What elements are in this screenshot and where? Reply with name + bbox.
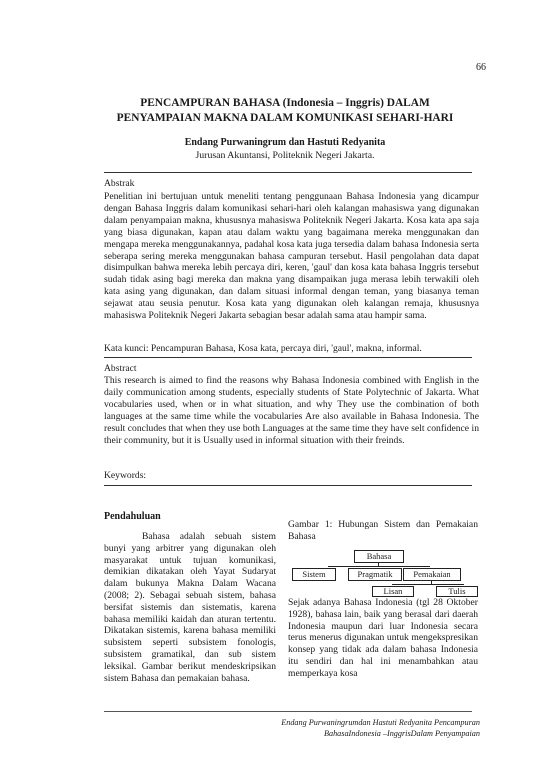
abstrak-text: Penelitian ini bertujuan untuk meneliti tentang penggunaan Bahasa Indonesia yang dicampur dengan Bahasa Inggris dalam komunikasi sehari-hari oleh kalangan mahasiswa yang digunakan dalam penyampaian makna, khususnya mahasiswa Politeknik Negeri Jakarta. Kosa kata apa saja yang biasa digunakan, kapan atau dalam waktu yang bagaimana mereka menggunakan dan mengapa mereka menggunakannya, padahal kosa kata juga tersedia dalam bahasa Indonesia serta seberapa sering mereka menggunakan bahasa campuran tersebut. Hasil pengolahan data dapat disimpulkan bahwa mereka lebih percaya diri, keren, 'gaul' dan kosa kata bahasa Inggris tersebut sudah tidak asing bagi mereka dan makna yang disampaikan juga merasa lebih terwakili oleh kata asing yang digunakan, dan dalam situasi informal dengan teman, yang biasanya teman sejawat atau seusia penutur. Kosa kata yang digunakan oleh kalangan remaja, khususnya mahasiswa Politeknik Negeri Jakarta sebagian besar adalah sama atau hampir sama.	[104, 191, 479, 322]
language-system-diagram	[288, 546, 478, 596]
divider	[104, 485, 472, 486]
diagram-connector	[328, 566, 430, 567]
divider	[104, 357, 472, 358]
figure-caption: Gambar 1: Hubungan Sistem dan Pemakaian Bahasa	[288, 519, 478, 542]
footer-line-2: BahasaIndonesia –InggrisDalam Penyampaian	[323, 729, 480, 738]
footer-line-1: Endang Purwaningrumdan Hastuti Redyanita Pencampuran	[281, 718, 480, 727]
page-number: 66	[476, 62, 486, 73]
diagram-node-tulis: Tulis	[436, 586, 478, 597]
diagram-connector	[392, 584, 464, 585]
kata-kunci: Kata kunci: Pencampuran Bahasa, Kosa kata, percaya diri, 'gaul', makna, informal.	[104, 343, 422, 354]
abstrak-label: Abstrak	[104, 178, 135, 189]
abstract-label: Abstract	[104, 363, 137, 374]
paragraph: Bahasa adalah sebuah sistem bunyi yang arbitrer yang digunakan oleh masyarakat untuk tujuan komunikasi, demikian dikatakan oleh Yayat Sudaryat dalam bukunya Makna Dalam Wacana (2008; 2). Sebagai sebuah sistem, bahasa bersifat sistemis dan sistematis, karena bahasa memiliki kaidah dan aturan tertentu. Dikatakan sistemis, karena bahasa memiliki subsistem seperti subsistem fonologis, subsistem gramatikal, dan sub sistem leksikal. Gambar berikut mendeskripsikan sistem Bahasa dan pemakaian bahasa.	[104, 531, 276, 684]
left-column-text	[104, 531, 276, 684]
diagram-node-pragmatik: Pragmatik	[348, 568, 402, 581]
paper-title	[90, 96, 480, 126]
keywords: Keywords:	[104, 470, 147, 481]
diagram-node-pemakaian: Pemakaian	[403, 568, 461, 581]
abstract-text: This research is aimed to find the reasons why Bahasa Indonesia combined with English in the daily communication among students, especially students of State Polytechnic of Jakarta. What vocabularies used, when or in what situation, and why They use the combination of both languages at the same time while the vocabularies Are also available in Bahasa Indonesia. The result concludes that when they use both Languages at the same time they have selt confidence in their community, but it is Usually used in informal situation with their freinds.	[104, 375, 479, 446]
title-line-1: PENCAMPURAN BAHASA (Indonesia – Inggris) DALAM	[140, 97, 430, 109]
authors: Endang Purwaningrum dan Hastuti Redyanita	[184, 137, 386, 148]
divider	[104, 172, 472, 173]
diagram-node-lisan: Lisan	[372, 586, 414, 597]
diagram-node-root: Bahasa	[354, 550, 404, 563]
diagram-node-sistem: Sistem	[292, 568, 336, 581]
footer-rule	[104, 711, 472, 712]
title-line-2: PENYAMPAIAN MAKNA DALAM KOMUNIKASI SEHARI-HARI	[116, 112, 454, 124]
section-heading: Pendahuluan	[104, 511, 161, 522]
right-column-text: Sejak adanya Bahasa Indonesia (tgl 28 Oktober 1928), bahasa lain, baik yang berasal dari daerah Indonesia maupun dari luar Indonesia secara terus menerus digunakan untuk mengekspresikan konsep yang tidak ada dalam bahasa Indonesia itu sendiri dan hal ini menambahkan atau memperkaya kosa	[288, 597, 478, 679]
affiliation: Jurusan Akuntansi, Politeknik Negeri Jakarta.	[195, 150, 375, 161]
